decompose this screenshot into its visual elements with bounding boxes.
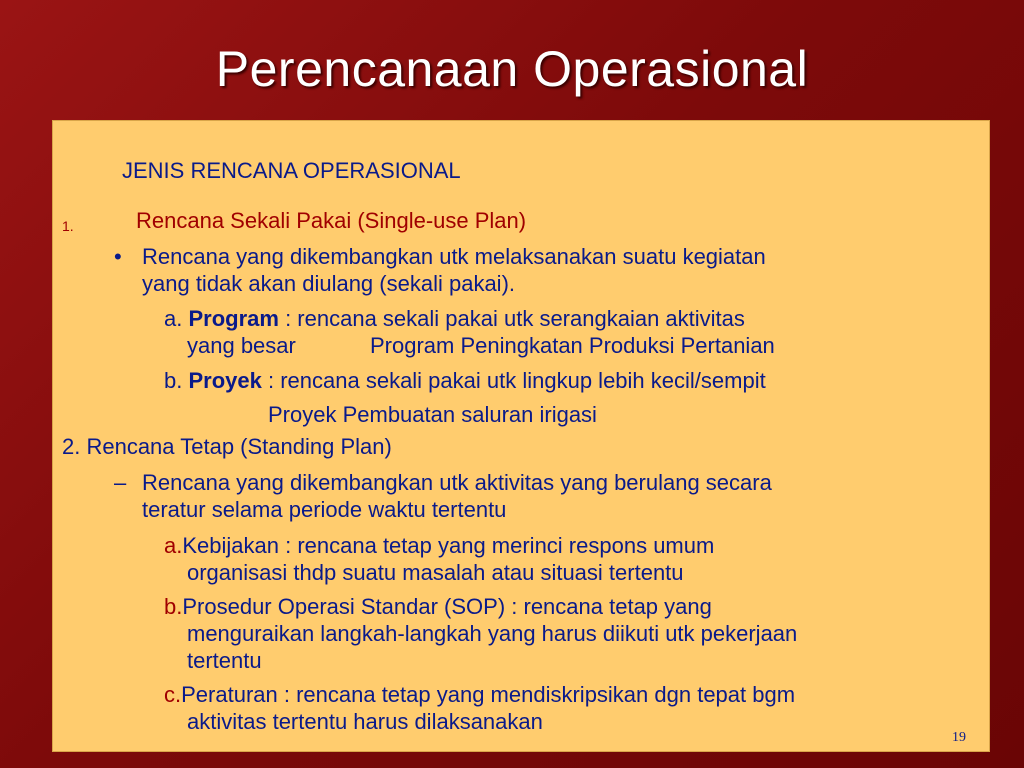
- item2-a-line1: Kebijakan : rencana tetap yang merinci respons umum: [182, 533, 715, 558]
- item1-b-term: Proyek: [188, 368, 262, 393]
- item2-c-line1: Peraturan : rencana tetap yang mendiskripsikan dgn tepat bgm: [181, 682, 796, 707]
- page-number: 19: [952, 730, 966, 745]
- item1-b-example: Proyek Pembuatan saluran irigasi: [268, 402, 597, 427]
- item1-b-def: : rencana sekali pakai utk lingkup lebih kecil/sempit: [261, 368, 766, 393]
- item1-a-line2: yang besar: [187, 333, 296, 358]
- item2-b-prefix: b.: [164, 594, 183, 619]
- slide-title: Perencanaan Operasional: [215, 41, 809, 97]
- dash-glyph: –: [114, 470, 127, 495]
- item1-sub-a: [164, 306, 745, 332]
- item1-b-prefix: b.: [164, 368, 183, 393]
- item2-b-line3: tertentu: [187, 648, 262, 673]
- content-panel: [52, 120, 990, 752]
- item1-a-term: Program: [188, 306, 279, 331]
- item2-b-line2: menguraikan langkah-langkah yang harus diikuti utk pekerjaan: [187, 621, 798, 646]
- item2-dash-line1: Rencana yang dikembangkan utk aktivitas yang berulang secara: [142, 470, 772, 495]
- item2-a-line2: organisasi thdp suatu masalah atau situasi tertentu: [187, 560, 684, 585]
- item1-a-example: Program Peningkatan Produksi Pertanian: [370, 333, 775, 358]
- item2-sub-c: [164, 682, 795, 708]
- item1-label: Rencana Sekali Pakai (Single-use Plan): [136, 208, 527, 233]
- item2-dash-line2: teratur selama periode waktu tertentu: [142, 497, 507, 522]
- item2-a-prefix: a.: [164, 533, 183, 558]
- item2-sub-a: [164, 533, 714, 559]
- item2-c-line2: aktivitas tertentu harus dilaksanakan: [187, 709, 543, 734]
- item2-label: 2. Rencana Tetap (Standing Plan): [62, 434, 392, 459]
- item1-a-def: : rencana sekali pakai utk serangkaian aktivitas: [278, 306, 745, 331]
- item1-a-prefix: a.: [164, 306, 183, 331]
- bullet-glyph: •: [114, 244, 122, 269]
- item1-bullet-line2: yang tidak akan diulang (sekali pakai).: [142, 271, 516, 296]
- item2-sub-b: [164, 594, 712, 620]
- section-heading: JENIS RENCANA OPERASIONAL: [122, 158, 461, 183]
- item1-sub-b: [164, 368, 766, 394]
- item2-b-line1: Prosedur Operasi Standar (SOP) : rencana tetap yang: [182, 594, 712, 619]
- item1-bullet-line1: Rencana yang dikembangkan utk melaksanakan suatu kegiatan: [142, 244, 766, 269]
- item1-number: 1.: [62, 218, 74, 234]
- item2-c-prefix: c.: [164, 682, 182, 707]
